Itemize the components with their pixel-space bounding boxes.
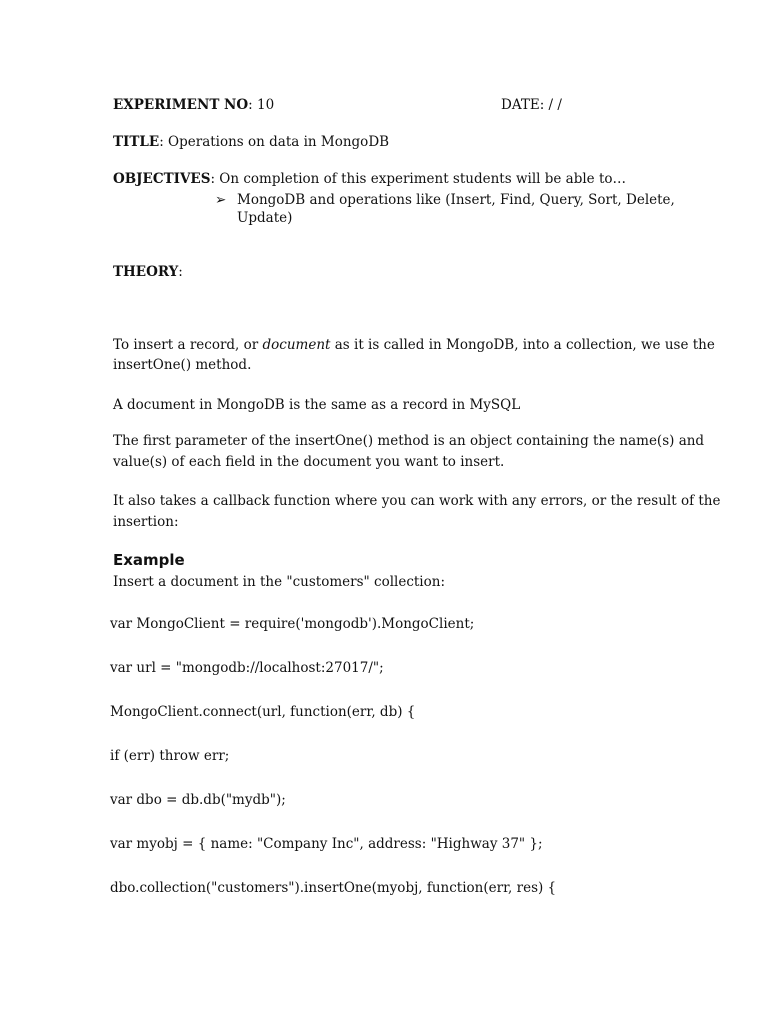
paragraph-4-line1: It also takes a callback function where you can work with any errors, or the result of the	[113, 493, 721, 509]
paragraph-1-text-a: To insert a record, or	[113, 337, 263, 353]
date-field: DATE: / /	[501, 97, 562, 113]
experiment-sep: :	[248, 97, 258, 113]
objective-bullet-line2: Update)	[237, 210, 293, 226]
paragraph-4-line2: insertion:	[113, 514, 179, 530]
paragraph-3-line2: value(s) of each field in the document you want to insert.	[113, 454, 505, 470]
paragraph-2: A document in MongoDB is the same as a record in MySQL	[113, 397, 521, 413]
code-line: dbo.collection("customers").insertOne(myobj, function(err, res) {	[110, 880, 557, 896]
title-label: TITLE	[113, 134, 160, 150]
objective-bullet-line1: MongoDB and operations like (Insert, Find, Query, Sort, Delete,	[237, 192, 675, 208]
objectives-line	[113, 169, 626, 190]
example-intro: Insert a document in the "customers" collection:	[113, 574, 445, 590]
paragraph-1-line1	[113, 335, 715, 356]
objectives-text: : On completion of this experiment students will be able to…	[210, 171, 627, 187]
experiment-label: EXPERIMENT NO	[113, 97, 249, 113]
paragraph-3-line1: The first parameter of the insertOne() method is an object containing the name(s) and	[113, 433, 705, 449]
code-line: MongoClient.connect(url, function(err, db) {	[110, 704, 416, 720]
experiment-number: 10	[257, 97, 275, 113]
code-line: if (err) throw err;	[110, 748, 230, 764]
objectives-label: OBJECTIVES	[113, 171, 211, 187]
paragraph-1-emphasis: document	[262, 337, 331, 353]
title-value: : Operations on data in MongoDB	[159, 134, 390, 150]
code-line: var url = "mongodb://localhost:27017/";	[110, 660, 384, 676]
title-line	[113, 132, 389, 153]
arrow-bullet-icon: ➢	[215, 192, 227, 208]
theory-colon: :	[178, 264, 183, 280]
experiment-number-line	[113, 95, 274, 116]
code-line: var myobj = { name: "Company Inc", address: "Highway 37" };	[110, 836, 543, 852]
code-line: var MongoClient = require('mongodb').MongoClient;	[110, 616, 475, 632]
theory-label: THEORY	[113, 264, 179, 280]
example-heading: Example	[113, 551, 185, 569]
paragraph-1-line2: insertOne() method.	[113, 357, 252, 373]
paragraph-1-text-b: as it is called in MongoDB, into a collection, we use the	[330, 337, 715, 353]
code-line: var dbo = db.db("mydb");	[110, 792, 286, 808]
theory-heading	[113, 262, 183, 283]
